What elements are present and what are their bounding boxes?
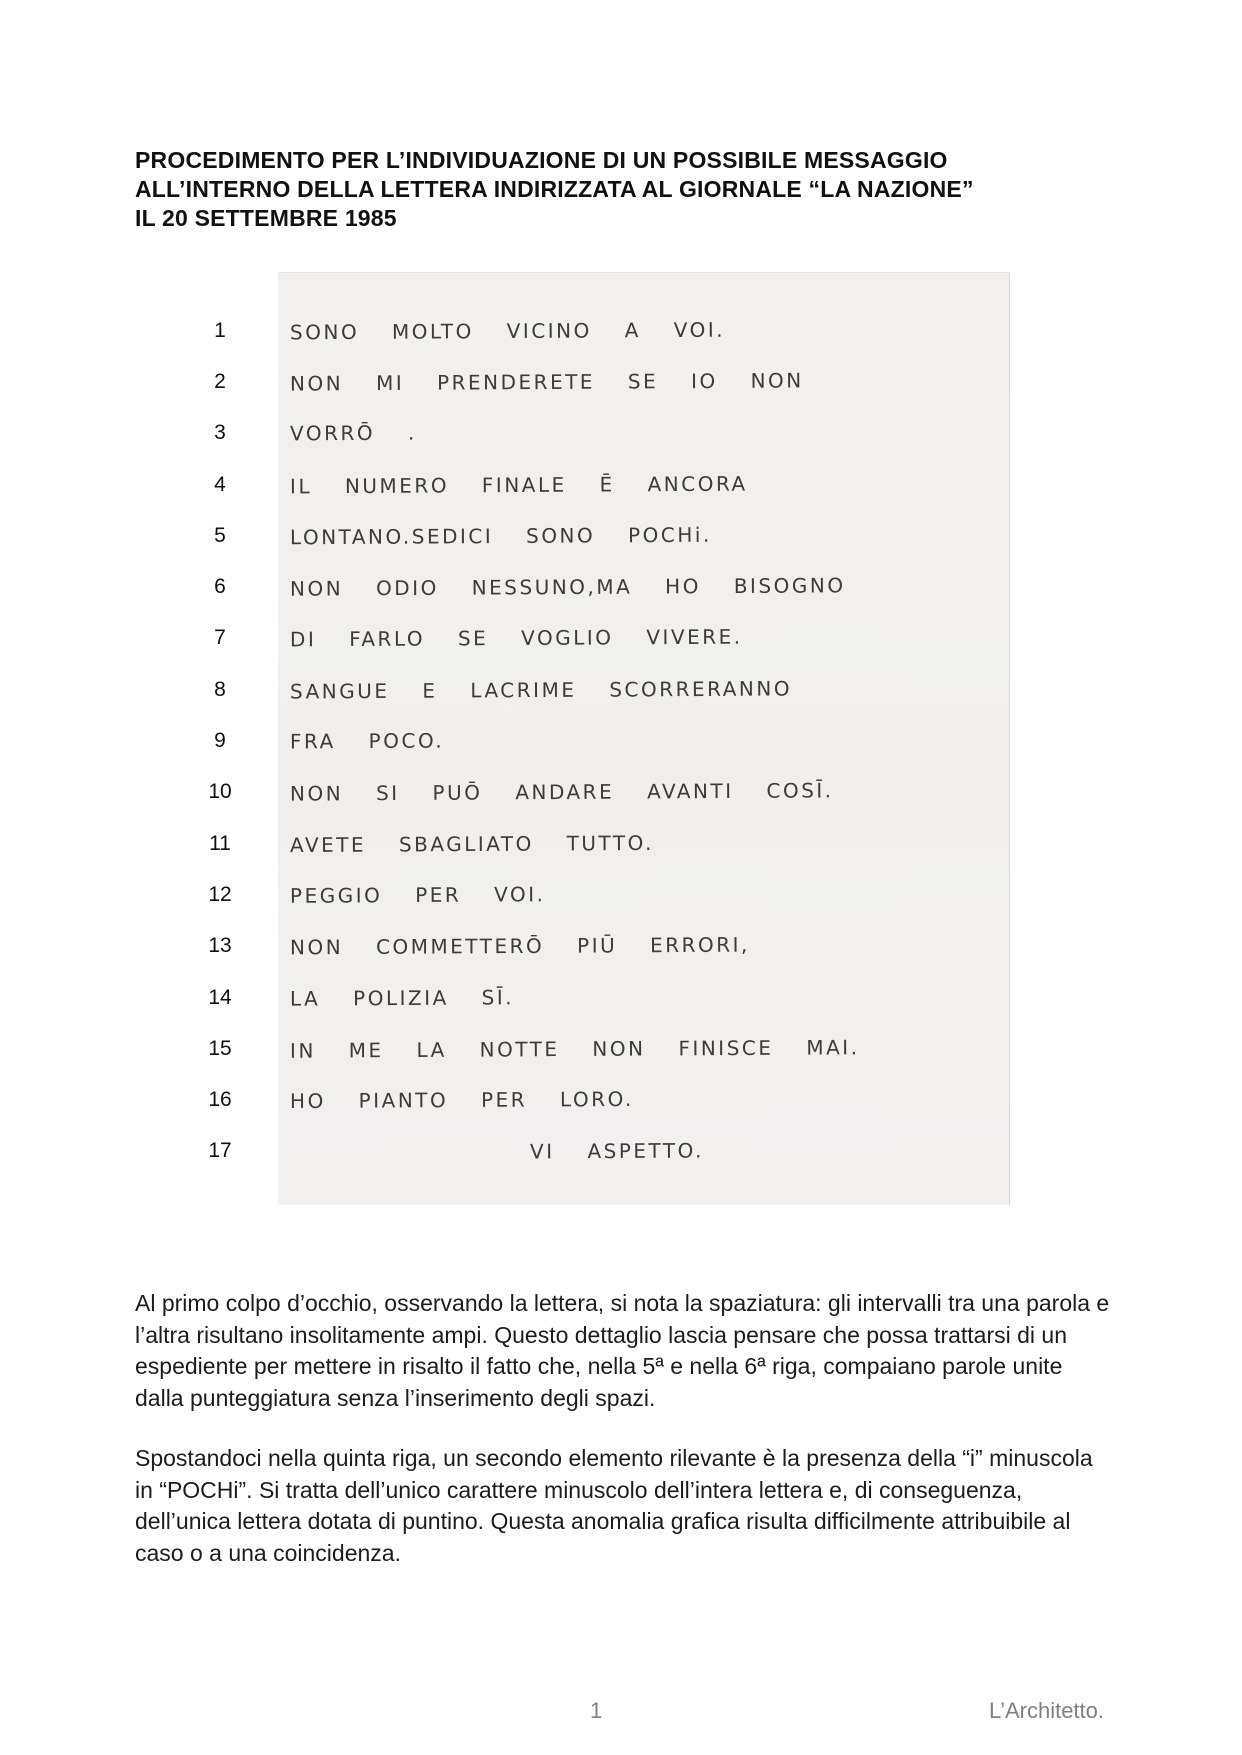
letter-line-text: HO PIANTO PER LORO. <box>289 1087 634 1114</box>
letter-line-text: PEGGIO PER VOI. <box>289 882 546 908</box>
letter-line <box>196 664 1026 715</box>
letter-line <box>196 356 1026 407</box>
letter-line <box>196 1023 1026 1074</box>
letter-line-text: VORRŌ . <box>289 420 417 446</box>
line-number: 13 <box>208 934 232 958</box>
letter-line-text: NON MI PRENDERETE SE IO NON <box>289 368 804 396</box>
analysis-paragraph-2: Spostandoci nella quinta riga, un secondo elemento rilevante è la presenza della “i” minuscola in “POCHi”. Si tratta dell’unico carattere minuscolo dell’intera lettera e, di conseguenza, dell’unica lettera dotata di puntino. Questa anomalia grafica risulta difficilmente attribuibile al caso o a una coincidenza. <box>135 1445 1093 1566</box>
letter-line <box>196 510 1026 561</box>
line-number: 1 <box>214 318 226 342</box>
letter-line-text: NON ODIO NESSUNO,MA HO BISOGNO <box>289 573 846 601</box>
line-number: 12 <box>208 882 232 906</box>
line-number: 3 <box>214 421 226 445</box>
title-line-1: PROCEDIMENTO PER L’INDIVIDUAZIONE DI UN POSSIBILE MESSAGGIO <box>135 147 948 173</box>
letter-line-text: IN ME LA NOTTE NON FINISCE MAI. <box>289 1035 860 1063</box>
letter-line-text: NON COMMETTERŌ PIŪ ERRORI, <box>289 932 750 960</box>
letter-line-text: SANGUE E LACRIME SCORRERANNO <box>289 676 793 704</box>
letter-line <box>196 972 1026 1023</box>
analysis-paragraph-1: Al primo colpo d’occhio, osservando la lettera, si nota la spaziatura: gli intervalli tra una parola e l’altra risultano insolitamente ampi. Questo dettaglio lascia pensare che possa trattarsi di un espediente per mettere in risalto il fatto che, nella 5ª e nella 6ª riga, compaiano parole unite dalla punteggiatura senza l’inserimento degli spazi. <box>135 1290 1110 1411</box>
letter-line <box>196 305 1026 356</box>
letter-lines <box>196 305 1026 1177</box>
letter-line <box>196 818 1026 869</box>
letter-line-text: FRA POCO. <box>289 728 445 754</box>
line-number: 4 <box>214 472 226 496</box>
letter-line-text: VI ASPETTO. <box>529 1138 704 1164</box>
letter-line <box>196 767 1026 818</box>
letter-line-text: AVETE SBAGLIATO TUTTO. <box>289 830 654 857</box>
letter-line-text: DI FARLO SE VOGLIO VIVERE. <box>289 625 743 652</box>
letter-line-text: IL NUMERO FINALE Ē ANCORA <box>289 471 748 498</box>
letter-line <box>196 408 1026 459</box>
letter-line <box>196 1126 1026 1177</box>
letter-line-text: SONO MOLTO VICINO A VOI. <box>289 317 726 344</box>
letter-line <box>196 561 1026 612</box>
line-number: 9 <box>214 729 226 753</box>
line-number: 6 <box>214 575 226 599</box>
line-number: 17 <box>208 1139 232 1163</box>
document-title <box>135 146 974 233</box>
letter-line-text: NON SI PUŌ ANDARE AVANTI COSĪ. <box>289 778 834 806</box>
analysis-text <box>135 1288 1113 1598</box>
page-number: 1 <box>590 1698 603 1723</box>
line-number: 7 <box>214 626 226 650</box>
author-signature: L’Architetto. <box>989 1698 1104 1723</box>
letter-line <box>196 869 1026 920</box>
letter-line-text: LONTANO.SEDICI SONO POCHi. <box>289 522 712 550</box>
letter-line <box>196 459 1026 510</box>
line-number: 10 <box>208 780 232 804</box>
title-line-2: ALL’INTERNO DELLA LETTERA INDIRIZZATA AL GIORNALE “LA NAZIONE” <box>135 176 974 202</box>
line-number: 16 <box>208 1088 232 1112</box>
line-number: 14 <box>208 985 232 1009</box>
line-number: 2 <box>214 369 226 393</box>
line-number: 5 <box>214 523 226 547</box>
letter-line-text: LA POLIZIA SĪ. <box>289 984 515 1011</box>
letter-line <box>196 715 1026 766</box>
letter-line <box>196 613 1026 664</box>
line-number: 8 <box>214 677 226 701</box>
line-number: 15 <box>208 1036 232 1060</box>
line-number: 11 <box>209 831 231 855</box>
letter-line <box>196 921 1026 972</box>
title-line-3: IL 20 SETTEMBRE 1985 <box>135 205 397 231</box>
letter-line <box>196 1074 1026 1125</box>
